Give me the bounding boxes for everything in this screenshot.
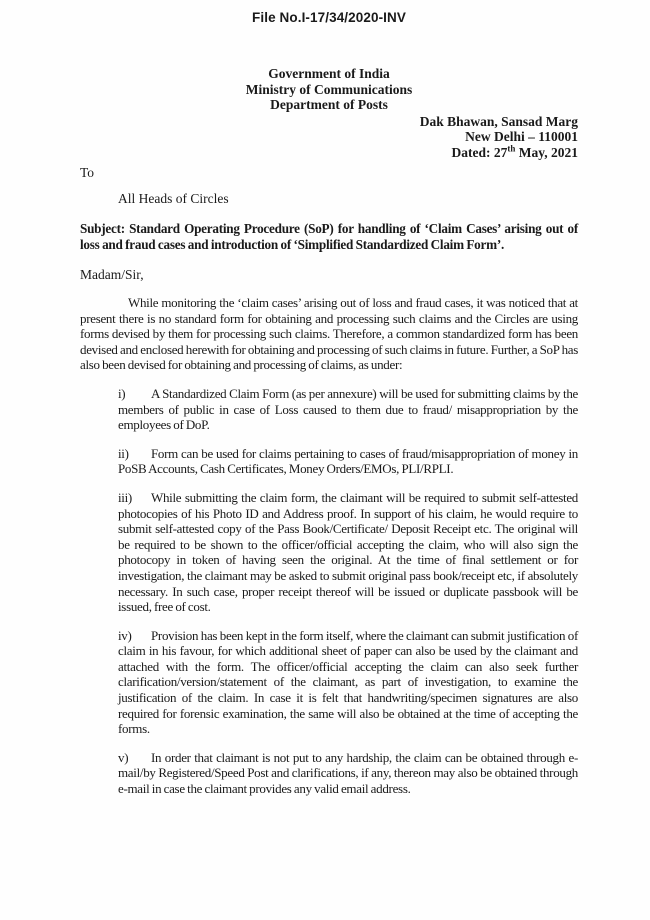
org-line-department: Department of Posts: [270, 97, 388, 112]
date-text-suffix: May, 2021: [515, 144, 578, 160]
org-line-government: Government of India: [268, 66, 390, 81]
file-number: File No.I-17/34/2020-INV: [252, 10, 406, 25]
sop-item-ii: [118, 446, 578, 477]
sop-item-text: Provision has been kept in the form itself, where the claimant can submit justification of claim in his favour, for which additional sheet of paper can also be used by the claimant and attached with the form. The officer/official accepting the claim can also seek further clarification/version/statement of the claimant, as part of investigation, to examine the justification of the claim. In case it is felt that handwriting/specimen signatures are also required for forensic examination, the same will also be obtained at the time of accepting the forms.: [118, 627, 578, 737]
sop-item-text: A Standardized Claim Form (as per annexure) will be used for submitting claims by the members of public in case of Loss caused to them due to fraud/ misappropriation by the employees of DoP.: [118, 385, 578, 433]
address-line-building: Dak Bhawan, Sansad Marg: [419, 113, 578, 129]
letterhead-address-block: [80, 114, 578, 161]
salutation: Madam/Sir,: [80, 267, 144, 282]
sop-item-marker: i): [118, 385, 126, 401]
address-line-city: New Delhi – 110001: [465, 129, 578, 144]
sop-item-text: Form can be used for claims pertaining to cases of fraud/misappropriation of money in PoSB Accounts, Cash Certificates, Money Orders/EMOs, PLI/RPLI.: [118, 445, 578, 477]
sop-item-marker: iv): [118, 627, 132, 643]
sop-item-text: While submitting the claim form, the claimant will be required to submit self-attested photocopies of his Photo ID and Address proof. In support of his claim, he would require to submit self-attested copy of the Pass Book/Certificate/ Deposit Receipt etc. The original will be required to be shown to the officer/official accepting the claim, who will also sign the photocopy in token of having seen the original. At the time of final settlement or for investigation, the claimant may be asked to submit original pass book/receipt etc, if absolutely necessary. In such case, proper receipt thereof will be issued or duplicate passbook will be issued, free of cost.: [118, 489, 578, 615]
subject-line: Subject: Standard Operating Procedure (SoP) for handling of ‘Claim Cases’ arising out of loss and fraud cases and introduction of ‘Simplified Standardized Claim Form’.: [80, 221, 578, 252]
sop-item-marker: v): [118, 749, 129, 765]
org-line-ministry: Ministry of Communications: [245, 81, 413, 97]
sop-item-iii: [118, 490, 578, 615]
sop-item-marker: iii): [118, 489, 132, 505]
date-superscript: th: [507, 143, 516, 153]
sop-item-iv: [118, 628, 578, 737]
to-label: To: [80, 165, 95, 180]
sop-item-marker: ii): [118, 445, 129, 461]
date-line: [80, 145, 578, 161]
date-text-prefix: Dated: 27: [451, 144, 508, 160]
sop-item-text: In order that claimant is not put to any hardship, the claim can be obtained through e-mail/by Registered/Speed Post and clarifications, if any, thereon may also be obtained through e-mail in case the claimant provides any valid email address.: [118, 749, 578, 797]
sop-item-i: [118, 386, 578, 433]
intro-paragraph: While monitoring the ‘claim cases’ arising out of loss and fraud cases, it was noticed that at present there is no standard form for obtaining and processing such claims and the Circles are using forms devised by them for processing such claims. Therefore, a common standardized form has been devised and enclosed herewith for obtaining and processing of such claims in future. Further, a SoP has also been devised for obtaining and processing of claims, as under:: [80, 295, 578, 373]
sop-item-v: [118, 750, 578, 797]
letterhead-org-block: [80, 66, 578, 113]
recipient-line: All Heads of Circles: [118, 191, 229, 206]
